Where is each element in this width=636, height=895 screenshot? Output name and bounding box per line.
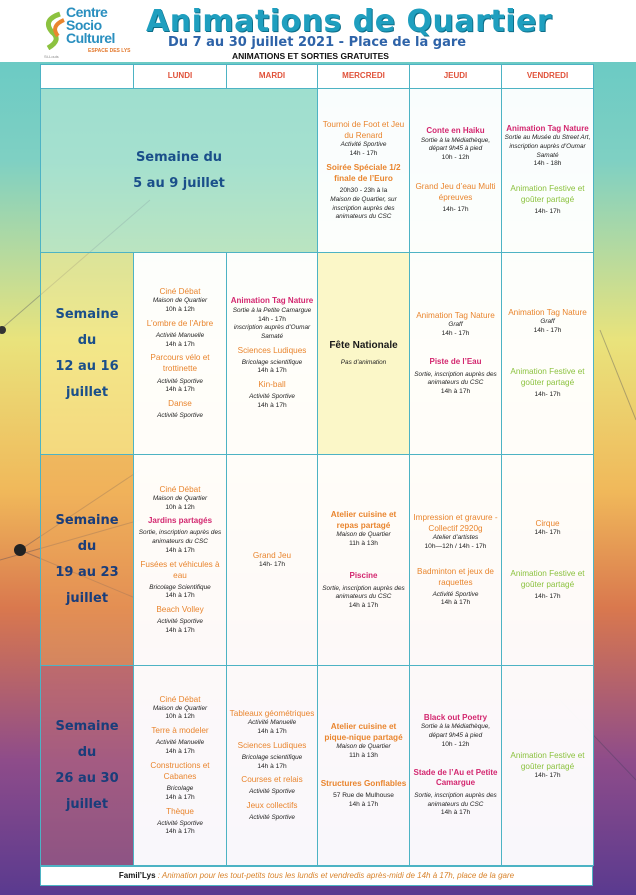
cell-w2-lundi: Ciné Débat Maison de Quartier 10h à 12h L’ombre de l’Arbre Activité Manuelle 14h à 17h Parcours vélo et trottinette Activité Sportive 14h à 17h Danse Activité Sportive <box>134 253 227 455</box>
table-row <box>41 89 594 253</box>
cell-w2-mardi: Animation Tag Nature Sortie à la Petite Camargue 14h - 17h inscription auprès d’Oumar Samaté Sciences Ludiques Bricolage scientifique 14h à 17h Kin-ball Activité Sportive 14h à 17h <box>227 253 318 455</box>
week-label-1: Semaine du 5 au 9 juillet <box>41 89 318 253</box>
footer-note <box>40 866 593 886</box>
logo-subtitle: ESPACE DES LYS <box>88 48 131 54</box>
header-mercredi: MERCREDI <box>318 65 410 89</box>
cell-w3-mercredi: Atelier cuisine et repas partagé Maison de Quartier 11h à 13h Piscine Sortie, inscription auprès des animateurs du CSC 14h à 17h <box>318 455 410 666</box>
cell-w4-vendredi: Animation Festive et goûter partagé 14h- 17h <box>502 666 594 866</box>
footer-label: Famil’Lys <box>118 871 156 880</box>
header-lundi: LUNDI <box>134 65 227 89</box>
header-jeudi: JEUDI <box>410 65 502 89</box>
logo-text: Centre Socio Culturel <box>66 4 115 46</box>
page-header <box>0 0 636 62</box>
cell-w3-jeudi: Impression et gravure - Collectif 2920g Atelier d’artistes 10h—12h / 14h - 17h Badminton et jeux de raquettes Activité Sportive 14h à 17h <box>410 455 502 666</box>
table-header-row <box>41 65 594 89</box>
cell-w1-mercredi: Tournoi de Foot et Jeu du Renard Activité Sportive 14h - 17h Soirée Spéciale 1/2 finale de l’Euro 20h30 - 23h à la Maison de Quartier, sur inscription auprès des animateurs du CSC <box>318 89 410 253</box>
header-vendredi: VENDREDI <box>502 65 594 89</box>
logo-swirl-icon <box>38 10 68 50</box>
logo <box>38 6 138 58</box>
cell-w2-jeudi: Animation Tag Nature Graff 14h - 17h Piste de l’Eau Sortie, inscription auprès des animateurs du CSC 14h à 17h <box>410 253 502 455</box>
header-empty <box>41 65 134 89</box>
cell-w2-vendredi: Animation Tag Nature Graff 14h - 17h Animation Festive et goûter partagé 14h- 17h <box>502 253 594 455</box>
cell-w3-mardi: Grand Jeu 14h- 17h <box>227 455 318 666</box>
free-badge: ANIMATIONS ET SORTIES GRATUITES <box>232 51 389 61</box>
logo-city: St-Louis <box>44 54 59 59</box>
cell-w4-mardi: Tableaux géométriques Activité Manuelle 14h à 17h Sciences Ludiques Bricolage scientifique 14h à 17h Courses et relais Activité Sportive Jeux collectifs Activité Sportive <box>227 666 318 866</box>
table-row <box>41 666 594 866</box>
cell-w4-jeudi: Black out Poetry Sortie à la Médiathèque, départ 9h45 à pied 10h - 12h Stade de l’Au et Petite Camargue Sortie, inscription auprès des animateurs du CSC 14h à 17h <box>410 666 502 866</box>
cell-w1-vendredi: Animation Tag Nature Sortie au Musée du Street Art, inscription auprès d’Oumar Samaté 14h - 18h Animation Festive et goûter partagé 14h- 17h <box>502 89 594 253</box>
week-label-3: Semaine du 19 au 23 juillet <box>41 455 134 666</box>
table-row <box>41 455 594 666</box>
page-subtitle: Du 7 au 30 juillet 2021 - Place de la gare <box>168 35 467 50</box>
table-row <box>41 253 594 455</box>
header-mardi: MARDI <box>227 65 318 89</box>
cell-w4-mercredi: Atelier cuisine et pique-nique partagé Maison de Quartier 11h à 13h Structures Gonflables 57 Rue de Mulhouse 14h à 17h <box>318 666 410 866</box>
cell-w1-jeudi: Conte en Haiku Sortie à la Médiathèque, départ 9h45 à pied 10h - 12h Grand Jeu d’eau Multi épreuves 14h- 17h <box>410 89 502 253</box>
schedule-table <box>40 64 594 866</box>
footer-text: : Animation pour les tout-petits tous les lundis et vendredis après-midi de 14h à 17h, place de la gare <box>155 871 515 880</box>
cell-w2-mercredi: Fête Nationale Pas d’animation <box>318 253 410 455</box>
cell-w3-vendredi: Cirque 14h- 17h Animation Festive et goûter partagé 14h- 17h <box>502 455 594 666</box>
cell-w3-lundi: Ciné Débat Maison de Quartier 10h à 12h Jardins partagés Sortie, inscription auprès des animateurs du CSC 14h à 17h Fusées et véhicules à eau Bricolage Scientifique 14h à 17h Beach Volley Activité Sportive 14h à 17h <box>134 455 227 666</box>
cell-w4-lundi: Ciné Débat Maison de Quartier 10h à 12h Terre à modeler Activité Manuelle 14h à 17h Constructions et Cabanes Bricolage 14h à 17h Thèque Activité Sportive 14h à 17h <box>134 666 227 866</box>
week-label-2: Semaine du 12 au 16 juillet <box>41 253 134 455</box>
week-label-4: Semaine du 26 au 30 juillet <box>41 666 134 866</box>
page-title: Animations de Quartier <box>146 4 553 39</box>
